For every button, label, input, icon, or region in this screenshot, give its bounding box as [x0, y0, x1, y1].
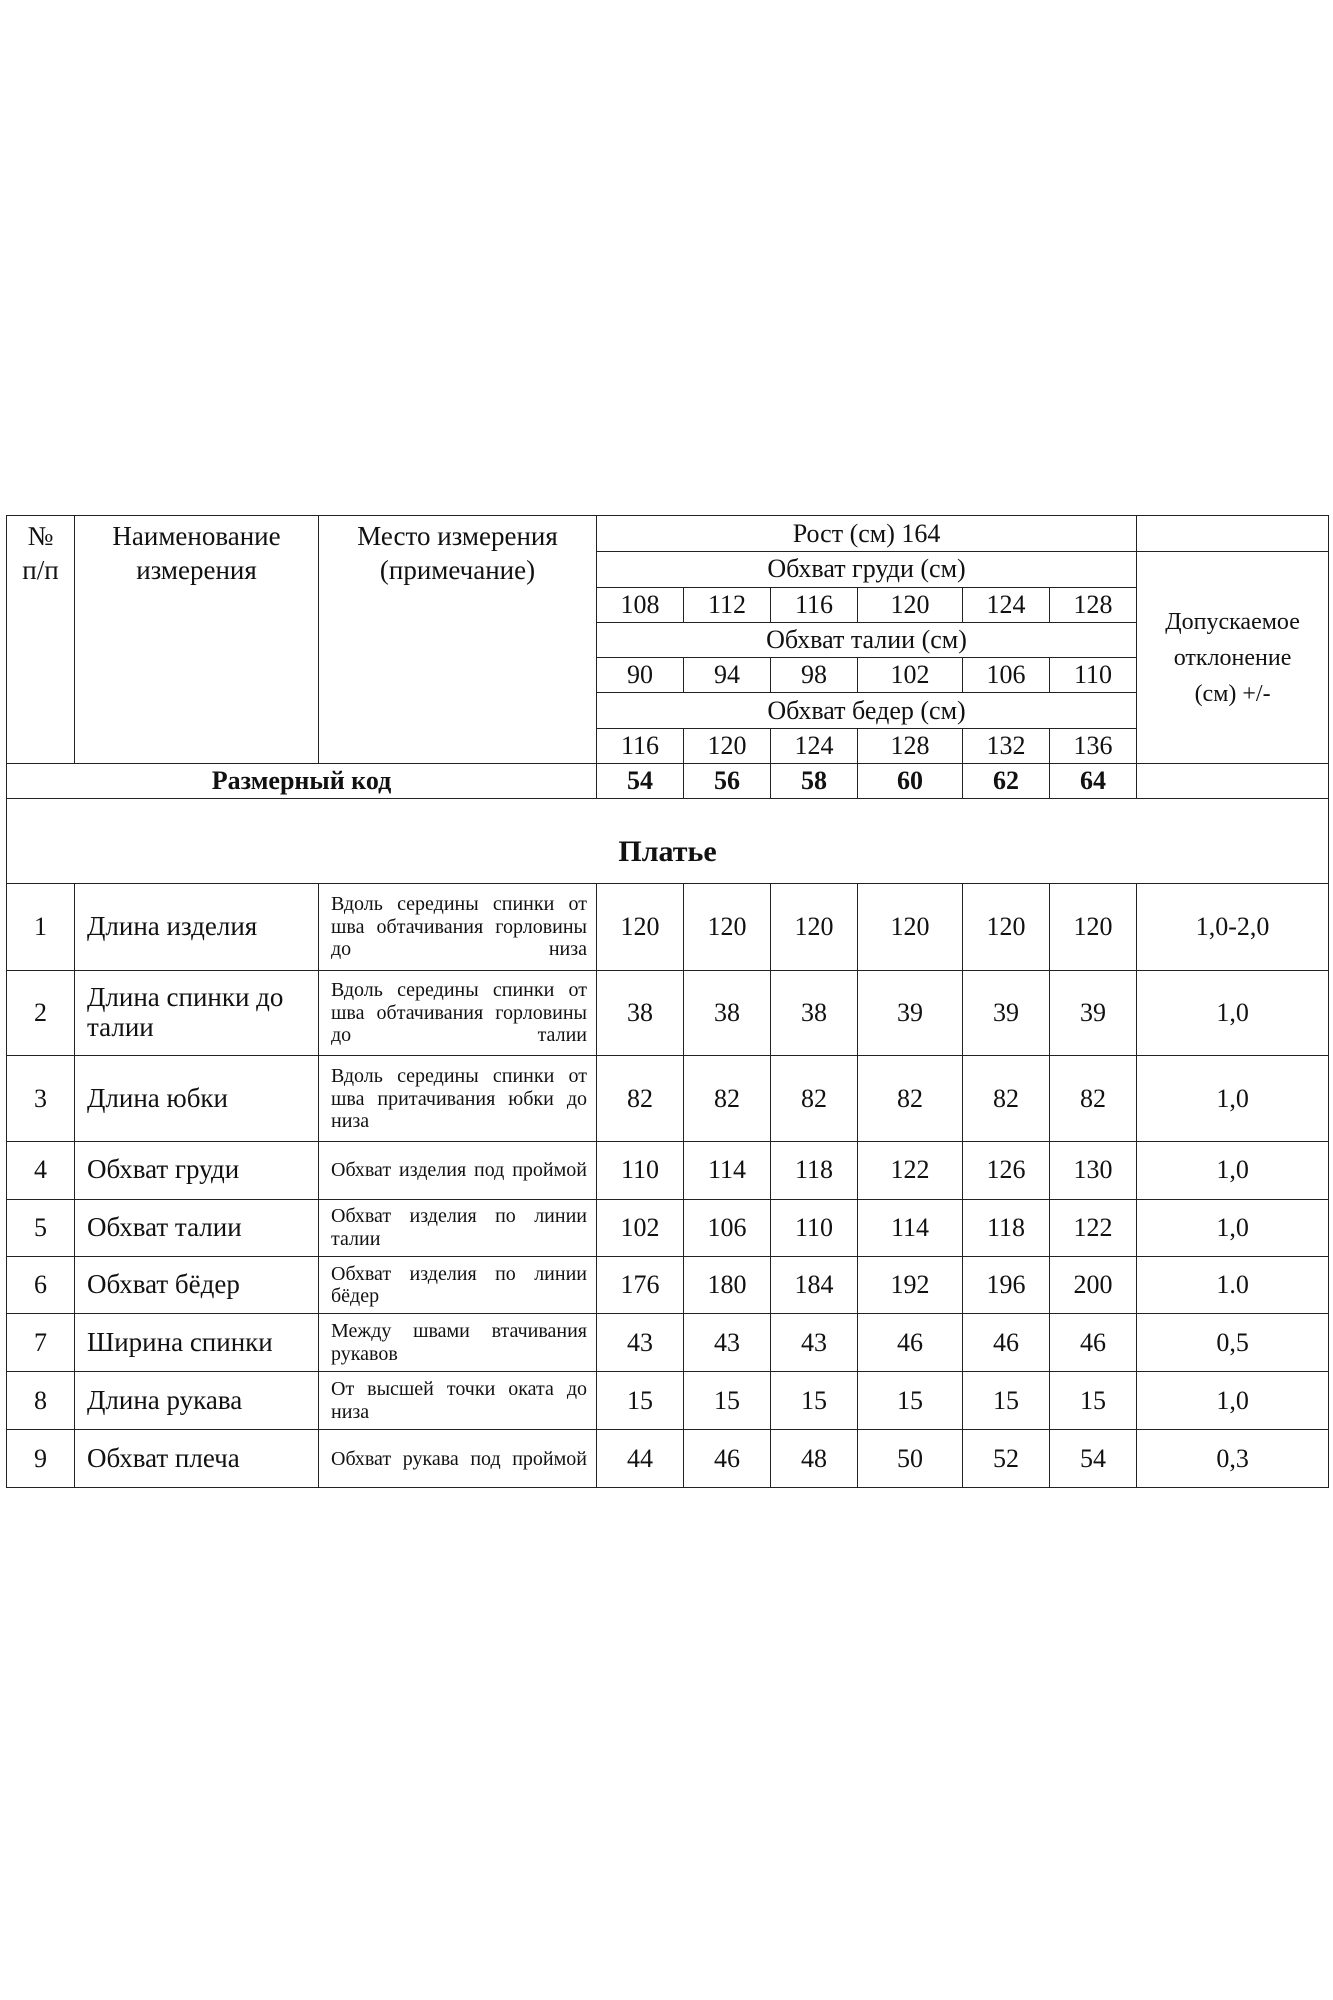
- row-number: 4: [7, 1142, 75, 1199]
- row-measurement-name: Длина юбки: [75, 1056, 319, 1142]
- table-row: [7, 970, 1329, 1056]
- header-measurement-place: Место измерения (примечание): [319, 516, 597, 764]
- row-value: 120: [963, 883, 1050, 970]
- row-value: 15: [684, 1371, 771, 1429]
- row-value: 118: [771, 1142, 858, 1199]
- header-chest-value: 116: [771, 587, 858, 622]
- header-chest-value: 128: [1050, 587, 1137, 622]
- header-number: № п/п: [7, 516, 75, 764]
- row-number: 6: [7, 1257, 75, 1314]
- row-value: 38: [684, 970, 771, 1056]
- size-code-value: 60: [858, 763, 963, 798]
- row-value: 39: [963, 970, 1050, 1056]
- row-value: 39: [858, 970, 963, 1056]
- row-value: 120: [684, 883, 771, 970]
- table-row: [7, 1314, 1329, 1371]
- size-chart-table: [6, 515, 1329, 1488]
- header-chest-value: 120: [858, 587, 963, 622]
- row-value: 110: [771, 1199, 858, 1256]
- row-value: 120: [858, 883, 963, 970]
- row-value: 52: [963, 1430, 1050, 1488]
- row-value: 102: [597, 1199, 684, 1256]
- header-waist-value: 110: [1050, 658, 1137, 693]
- header-measurement-name: Наименование измерения: [75, 516, 319, 764]
- row-measurement-name: Длина спинки до талии: [75, 970, 319, 1056]
- row-measurement-note: Между швами втачивания рукавов: [319, 1314, 597, 1371]
- row-number: 2: [7, 970, 75, 1056]
- row-value: 82: [597, 1056, 684, 1142]
- row-value: 120: [597, 883, 684, 970]
- row-value: 192: [858, 1257, 963, 1314]
- row-value: 82: [771, 1056, 858, 1142]
- size-code-value: 62: [963, 763, 1050, 798]
- row-measurement-name: Ширина спинки: [75, 1314, 319, 1371]
- row-value: 196: [963, 1257, 1050, 1314]
- row-value: 82: [684, 1056, 771, 1142]
- row-number: 9: [7, 1430, 75, 1488]
- section-title: Платье: [7, 799, 1329, 884]
- row-tolerance: 1,0-2,0: [1137, 883, 1329, 970]
- row-measurement-name: Длина изделия: [75, 883, 319, 970]
- row-value: 39: [1050, 970, 1137, 1056]
- header-waist-label: Обхват талии (см): [597, 622, 1137, 657]
- row-number: 5: [7, 1199, 75, 1256]
- header-hips-value: 124: [771, 728, 858, 763]
- row-measurement-note: Вдоль середины спинки от шва обтачивания горловины до низа: [319, 883, 597, 970]
- table-row: [7, 1056, 1329, 1142]
- row-value: 110: [597, 1142, 684, 1199]
- row-value: 200: [1050, 1257, 1137, 1314]
- row-tolerance: 0,3: [1137, 1430, 1329, 1488]
- table-row: [7, 1371, 1329, 1429]
- size-code-value: 64: [1050, 763, 1137, 798]
- row-number: 7: [7, 1314, 75, 1371]
- row-measurement-name: Длина рукава: [75, 1371, 319, 1429]
- header-waist-value: 94: [684, 658, 771, 693]
- header-tolerance: Допускаемое отклонение (см) +/-: [1137, 552, 1329, 764]
- row-value: 82: [963, 1056, 1050, 1142]
- header-chest-value: 108: [597, 587, 684, 622]
- header-hips-value: 132: [963, 728, 1050, 763]
- row-value: 82: [858, 1056, 963, 1142]
- row-value: 46: [858, 1314, 963, 1371]
- row-number: 3: [7, 1056, 75, 1142]
- header-hips-value: 128: [858, 728, 963, 763]
- row-value: 46: [684, 1430, 771, 1488]
- header-chest-value: 124: [963, 587, 1050, 622]
- row-value: 15: [858, 1371, 963, 1429]
- size-code-value: 58: [771, 763, 858, 798]
- row-measurement-note: От высшей точки оката до низа: [319, 1371, 597, 1429]
- table-row: [7, 1142, 1329, 1199]
- header-blank: [1137, 516, 1329, 552]
- row-value: 122: [858, 1142, 963, 1199]
- row-value: 48: [771, 1430, 858, 1488]
- header-waist-value: 106: [963, 658, 1050, 693]
- row-value: 38: [597, 970, 684, 1056]
- row-value: 15: [963, 1371, 1050, 1429]
- row-value: 106: [684, 1199, 771, 1256]
- row-value: 120: [771, 883, 858, 970]
- row-measurement-name: Обхват талии: [75, 1199, 319, 1256]
- row-value: 184: [771, 1257, 858, 1314]
- row-value: 126: [963, 1142, 1050, 1199]
- table-row: [7, 1430, 1329, 1488]
- row-tolerance: 1,0: [1137, 1199, 1329, 1256]
- row-tolerance: 1,0: [1137, 1371, 1329, 1429]
- header-waist-value: 102: [858, 658, 963, 693]
- row-number: 8: [7, 1371, 75, 1429]
- row-tolerance: 1,0: [1137, 970, 1329, 1056]
- header-hips-value: 120: [684, 728, 771, 763]
- row-measurement-name: Обхват плеча: [75, 1430, 319, 1488]
- header-chest-label: Обхват груди (см): [597, 552, 1137, 587]
- row-tolerance: 1,0: [1137, 1056, 1329, 1142]
- row-measurement-name: Обхват бёдер: [75, 1257, 319, 1314]
- row-value: 120: [1050, 883, 1137, 970]
- row-value: 180: [684, 1257, 771, 1314]
- row-value: 82: [1050, 1056, 1137, 1142]
- header-height: Рост (см) 164: [597, 516, 1137, 552]
- size-code-blank: [1137, 763, 1329, 798]
- row-measurement-name: Обхват груди: [75, 1142, 319, 1199]
- table-row: [7, 1199, 1329, 1256]
- row-value: 44: [597, 1430, 684, 1488]
- table-row: [7, 1257, 1329, 1314]
- row-measurement-note: Вдоль середины спинки от шва притачивания юбки до низа: [319, 1056, 597, 1142]
- row-measurement-note: Вдоль середины спинки от шва обтачивания горловины до талии: [319, 970, 597, 1056]
- row-value: 114: [684, 1142, 771, 1199]
- header-hips-value: 136: [1050, 728, 1137, 763]
- row-value: 43: [597, 1314, 684, 1371]
- row-measurement-note: Обхват рукава под проймой: [319, 1430, 597, 1488]
- size-code-value: 56: [684, 763, 771, 798]
- row-tolerance: 0,5: [1137, 1314, 1329, 1371]
- size-code-label: Размерный код: [7, 763, 597, 798]
- header-hips-value: 116: [597, 728, 684, 763]
- row-value: 43: [684, 1314, 771, 1371]
- row-value: 43: [771, 1314, 858, 1371]
- row-value: 15: [771, 1371, 858, 1429]
- row-number: 1: [7, 883, 75, 970]
- header-waist-value: 90: [597, 658, 684, 693]
- row-value: 50: [858, 1430, 963, 1488]
- row-value: 122: [1050, 1199, 1137, 1256]
- row-value: 46: [963, 1314, 1050, 1371]
- table-row: [7, 883, 1329, 970]
- row-value: 15: [1050, 1371, 1137, 1429]
- row-measurement-note: Обхват изделия по линии бёдер: [319, 1257, 597, 1314]
- row-value: 54: [1050, 1430, 1137, 1488]
- header-waist-value: 98: [771, 658, 858, 693]
- row-measurement-note: Обхват изделия по линии талии: [319, 1199, 597, 1256]
- row-value: 15: [597, 1371, 684, 1429]
- header-hips-label: Обхват бедер (см): [597, 693, 1137, 728]
- row-value: 130: [1050, 1142, 1137, 1199]
- row-tolerance: 1,0: [1137, 1142, 1329, 1199]
- header-chest-value: 112: [684, 587, 771, 622]
- row-value: 38: [771, 970, 858, 1056]
- row-tolerance: 1.0: [1137, 1257, 1329, 1314]
- size-code-value: 54: [597, 763, 684, 798]
- row-value: 114: [858, 1199, 963, 1256]
- row-value: 118: [963, 1199, 1050, 1256]
- row-measurement-note: Обхват изделия под проймой: [319, 1142, 597, 1199]
- row-value: 176: [597, 1257, 684, 1314]
- row-value: 46: [1050, 1314, 1137, 1371]
